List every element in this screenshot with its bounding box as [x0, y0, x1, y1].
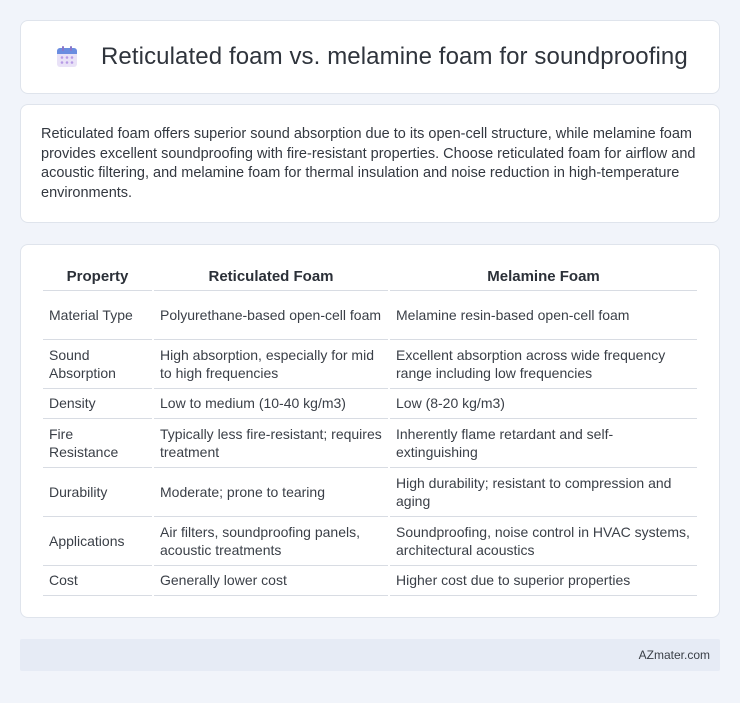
cell-melamine: High durability; resistant to compression and aging	[389, 467, 697, 516]
cell-melamine: Melamine resin-based open-cell foam	[389, 290, 697, 339]
table-row	[43, 388, 697, 418]
cell-reticulated: Typically less fire-resistant; requires treatment	[153, 418, 389, 467]
summary-text: Reticulated foam offers superior sound absorption due to its open-cell structure, while melamine foam provides excellent soundproofing with fire-resistant properties. Choose reticulated foam for airflow and acoustic filtering, and melamine foam for thermal insulation and noise reduction in high-temperature environments.	[41, 126, 696, 201]
cell-property: Fire Resistance	[43, 418, 153, 467]
cell-reticulated: Low to medium (10-40 kg/m3)	[153, 388, 389, 418]
summary-card	[20, 104, 720, 223]
cell-property: Sound Absorption	[43, 339, 153, 388]
cell-reticulated: Air filters, soundproofing panels, acoustic treatments	[153, 516, 389, 565]
comparison-card	[20, 244, 720, 618]
cell-reticulated: Moderate; prone to tearing	[153, 467, 389, 516]
table-row	[43, 418, 697, 467]
cell-reticulated: High absorption, especially for mid to high frequencies	[153, 339, 389, 388]
cell-property: Material Type	[43, 290, 153, 339]
cell-property: Cost	[43, 565, 153, 595]
footer	[20, 639, 720, 671]
cell-melamine: Higher cost due to superior properties	[389, 565, 697, 595]
cell-melamine: Low (8-20 kg/m3)	[389, 388, 697, 418]
cell-melamine: Inherently flame retardant and self-extinguishing	[389, 418, 697, 467]
cell-reticulated: Generally lower cost	[153, 565, 389, 595]
table-row	[43, 467, 697, 516]
footer-source-link[interactable]: AZmater.com	[638, 648, 710, 662]
table-header-row	[43, 264, 697, 290]
cell-property: Density	[43, 388, 153, 418]
cell-melamine: Excellent absorption across wide frequency range including low frequencies	[389, 339, 697, 388]
cell-property: Applications	[43, 516, 153, 565]
cell-property: Durability	[43, 467, 153, 516]
cell-melamine: Soundproofing, noise control in HVAC systems, architectural acoustics	[389, 516, 697, 565]
header-reticulated-foam: Reticulated Foam	[153, 264, 389, 290]
table-row	[43, 516, 697, 565]
cell-reticulated: Polyurethane-based open-cell foam	[153, 290, 389, 339]
header-melamine-foam: Melamine Foam	[389, 264, 697, 290]
comparison-table	[43, 264, 697, 596]
calendar-icon	[55, 45, 79, 69]
page-title: Reticulated foam vs. melamine foam for soundproofing	[101, 43, 688, 70]
table-row	[43, 565, 697, 595]
title-card	[20, 20, 720, 94]
header-property: Property	[43, 264, 153, 290]
title-row	[21, 21, 719, 93]
table-row	[43, 290, 697, 339]
table-row	[43, 339, 697, 388]
